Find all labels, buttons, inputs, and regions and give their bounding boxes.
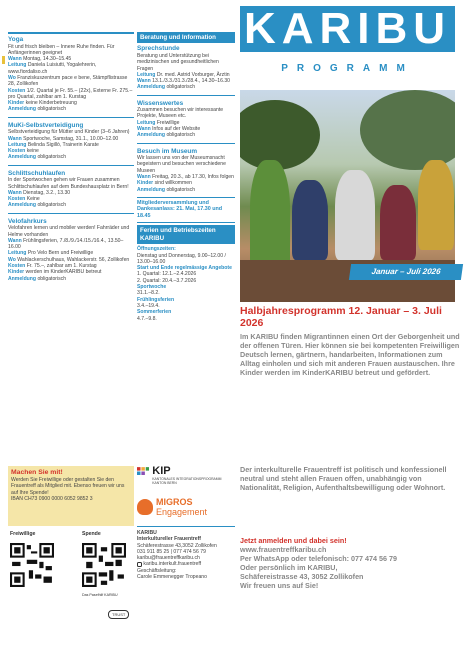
label: Kinder [8,269,25,276]
join-closing: Wir freuen uns auf Sie! [240,581,319,590]
yoga-title: Yoga [8,36,24,43]
label: Kinder [137,180,154,187]
addr-gl-label: Geschäftsleitung: [137,567,177,574]
museum-section [137,146,235,193]
wissen-desc: Zusammen besuchen wir interessante Projekte, Museen etc. [137,107,224,120]
label: Leitung [8,250,27,257]
label: Wann [137,174,151,181]
qr-spende-label: Spende [82,531,101,537]
velo-anmeldung: obligatorisch [37,275,67,282]
karibu-title: KARIBU [240,6,455,52]
yoga-kinder: keine Kinderbetreuung [25,100,77,107]
sommer-label: Sommerferien [137,309,172,316]
trust-badge [104,603,129,621]
label: Wo [8,74,16,81]
q1: 1. Quartal: 12.1.–2.4.2026 [137,271,197,278]
label: Wo [8,256,16,263]
velo-wann: Frühlingsferien, 7./8./9./14./15./16.4., 13.50–16.00 [8,237,124,251]
addr-name: KARIBU [137,530,157,536]
label: Kosten [8,196,26,203]
muki-desc: Selbstverteidigung für Mütter und Kinder (3–6 Jahren) [8,129,130,136]
label: Wann [8,237,22,244]
oeffnung-label: Öffnungszeiten: [137,246,176,253]
sprech-leitung: Dr. med. Astrid Vorburger, Ärztin [156,71,230,78]
muki-anmeldung: obligatorisch [37,154,67,161]
addr-email[interactable]: karibu@frauentreffkaribu.ch [137,555,200,562]
label: Wann [8,189,22,196]
label: Anmeldung [8,275,37,282]
label: Anmeldung [8,202,37,209]
sprech-wann: 13.1./3.3./31.3./28.4., 14.30–16.30 [152,78,230,85]
museum-title: Besuch im Museum [137,147,198,155]
halbjahr-body: Im KARIBU finden Migrantinnen einen Ort der Geborgenheit und der offenen Türen. Hier können sie bei kompetenten Freiwilligen Deutsch lernen, gärtnern, handarbeiten, Informationen zum Alltag einholen und sich mit anderen Frauen austauschen. Ihre Kinder werden im KinderKARIBU betreut und gefördert. [240,332,460,377]
programm-subtitle: PROGRAMM [281,63,414,74]
qr-section [8,531,134,621]
qr-freiwillige-icon[interactable] [10,543,54,587]
machen-box [8,466,134,526]
corner-mark [2,56,5,64]
sprech-section [137,43,235,90]
label: Leitung [137,71,156,78]
label: Kosten [8,87,26,94]
column-middle [137,32,235,326]
oeffnung-value: Dienstag und Donnerstag, 9.00–12.00 / 13.00–16.00 [137,252,226,265]
migros-text: MIGROS [156,496,193,507]
schlitt-kosten: Keine [26,196,40,203]
inter-body: Der interkulturelle Frauentreff ist politisch und konfessionell neutral und steht allen Frauen offen, unabhängig von Nationalität, Religion, Aufenthaltsbewilligung oder Wohnort. [240,465,447,492]
velo-kosten: Fr. 75.–, zahlbar am 1. Kurstag [26,263,97,270]
wissen-wann: Infos auf der Website [152,126,201,133]
label: Wann [8,56,22,63]
muki-leitung: Belinda Sigillò, Trainerin Karate [27,141,99,148]
wissen-section [137,98,235,139]
join-person: Oder persönlich im KARIBU, [240,563,338,572]
yoga-wann: Montag, 14.30–15.45 [23,56,72,63]
addr-gl-name: Carole Emmenegger Tropeano [137,574,207,581]
muki-section [8,120,134,161]
wissen-leitung: Freiwillige [156,119,180,126]
heart-icon [137,499,153,515]
yoga-kosten: 1/2. Quartal je Fr. 55.– (22x), Externe Fr. 275.– pro Quartal, zahlbar am 1. Kurstag [8,87,133,100]
sprech-desc: Beratung und Unterstützung bei medizinischen und gesundheitlichen Fragen [137,52,219,72]
velo-section [8,216,134,282]
schlitt-section [8,168,134,209]
join-website[interactable]: www.frauentreffkaribu.ch [240,545,327,554]
label: Wann [8,135,22,142]
sprech-anmeldung: obligatorisch [166,84,196,91]
label: Leitung [8,62,27,69]
label: Wann [137,78,151,85]
velo-kinder: werden im KinderKARIBU betreut [25,269,102,276]
velo-desc: Velofahren lernen und mobiler werden! Fahrräder und Helme vorhanden [8,225,130,238]
sommer-value: 4.7.–9.8. [137,315,157,322]
migros-logo [137,494,235,520]
museum-anmeldung: obligatorisch [166,186,196,193]
yoga-anmeldung: obligatorisch [37,106,67,113]
yoga-section [8,32,134,113]
sprech-title: Sprechstunde [137,45,180,53]
label: Leitung [8,141,27,148]
yoga-desc: Fit und frisch bleiben – Innere Ruhe finden. Für Anfängerinnen geeignet [8,43,115,56]
halbjahr-title: Halbjahresprogramm 12. Januar – 3. Juli 2026 [240,305,442,329]
schlitt-wann: Dienstag, 3.2., 13.30 [23,189,71,196]
machen-text: Werden Sie Freiwillige oder gestalten Sie den Frauentreff als Mitglied mit. Ebenso freuen wir uns auf Ihre Spende! [11,477,125,496]
wissen-title: Wissenswertes [137,99,184,107]
muki-wann: Sportwoche, Samstag, 31.1., 10.00–12.00 [23,135,119,142]
label: Kosten [8,148,26,155]
schlitt-title: Schlittschuhlaufen [8,169,66,177]
period-badge: Januar – Juli 2026 [349,264,463,280]
sport-label: Sportwoche [137,284,167,291]
addr-phone: 031 911 85 25 | 077 474 56 79 [137,548,206,555]
label: Wann [137,126,151,133]
iban: IBAN CH73 0900 0000 6052 9852 3 [11,495,93,502]
addr-line1: Interkultureller Frauentreff [137,536,201,543]
velo-wo: Wahlackerschulhaus, Wahlackerstr. 56, Zollikofen [17,256,130,263]
label: Kosten [8,263,26,270]
yoga-leitung: Daniela Luisiutti, Yogalehrerin, www.fiordaliso.ch [8,62,97,75]
column-left [8,32,134,286]
muki-title: MuKi-Selbstverteidigung [8,121,84,129]
ferien-section [137,246,235,322]
machen-title: Machen Sie mit! [11,469,63,476]
label: Leitung [137,119,156,126]
velo-leitung: Pro Velo Bern und Freiwillige [27,250,94,257]
schlitt-anmeldung: obligatorisch [37,202,67,209]
wissen-anmeldung: obligatorisch [166,132,196,139]
kip-icon [137,466,149,484]
label: Anmeldung [137,84,166,91]
join-whatsapp: Per WhatsApp oder telefonisch: 077 474 56 79 [240,554,397,563]
qr-freiwillige-label: Freiwillige [10,531,36,537]
qr-spende-icon[interactable] [82,543,126,587]
kip-sub: KANTONALES INTEGRATIONSPROGRAMM KANTON BERN [152,477,222,485]
label: Anmeldung [8,106,37,113]
sport-value: 31.1.–8.2. [137,290,160,297]
velo-title: Velofahrkurs [8,217,47,225]
start-label: Start und Ende regelmässige Angebote [137,265,232,272]
trust-badge-label: TRUST [108,610,129,619]
ferien-title: Ferien und Betriebszeiten KARIBU [137,225,235,244]
museum-kinder: sind willkommen [154,180,192,187]
muki-kosten: keine [26,148,39,155]
addr-line2: Schäferestrasse 43,3052 Zollikofen [137,542,217,549]
museum-wann: Freitag, 20.3., ab 17.30, Infos folgen [152,174,234,181]
addr-instagram[interactable]: karibu.interkult.frauentreff [143,561,202,568]
address-block [137,526,235,580]
kip-text: KIP [152,465,171,477]
instagram-icon[interactable] [137,562,142,567]
join-title: Jetzt anmelden und dabei sein! [240,536,347,545]
join-address: Schäfereistrasse 43, 3052 Zollikofen [240,572,364,581]
engagement-text: Engagement [156,506,208,517]
label: Anmeldung [137,186,166,193]
karibu-logo [240,6,455,81]
q2: 2. Quartal: 20.4.–3.7.2026 [137,277,197,284]
label: Anmeldung [137,132,166,139]
label: Kinder [8,100,25,107]
fruehling-label: Frühlingsferien [137,296,175,303]
mitglieder-note: Mitgliederversammlung und Dankesanlass: 21. Mai, 17.30 und 18.45 [137,199,223,219]
beratung-title: Beratung und Information [137,32,235,43]
kip-logo [137,462,235,488]
sponsors-section [137,462,235,580]
trust-text: Das Pasefhilf KARIBU [82,593,118,597]
label: Anmeldung [8,154,37,161]
fruehling-value: 3.4.–19.4. [137,302,160,309]
schlitt-desc: In der Sportwochen gehen wir Frauen zusammen Schlittschuhlaufen auf dem Bundeshausplatz in Bern! [8,177,129,190]
museum-desc: Wir lassen uns von der Museumsnacht begeistern und besuchen verschiedene Museen [137,155,226,174]
join-section [240,536,462,590]
yoga-wo: Franziskuszentrum pace e bene, Stämpflistrasse 28, Zollikofen [8,74,128,88]
